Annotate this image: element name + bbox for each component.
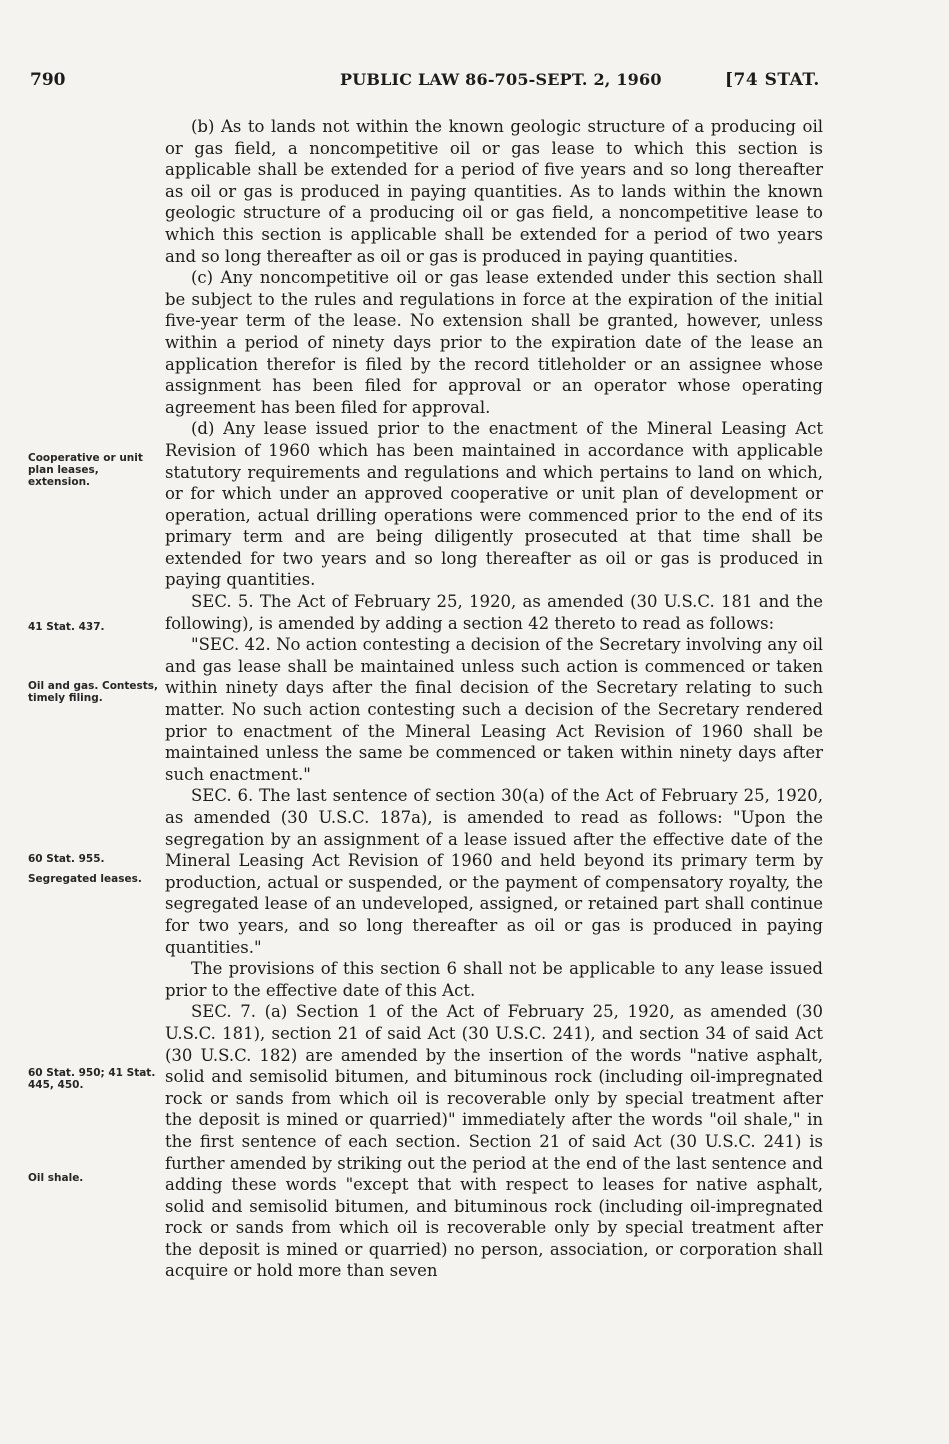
statute-reference: [74 STAT. [725,70,820,90]
paragraph-sec-6: SEC. 6. The last sentence of section 30(a) of the Act of February 25, 1920, as amended (30 U.S.C. 187a), is amended to read as follows: "Upon the segregation by an assignment of a lease issued after the effective date of the Mineral Leasing Act Revision of 1960 and held beyond its primary term by production, actual or suspended, or the payment of compensatory royalty, the segregated lease of an undeveloped, assigned, or retained part shall continue for two years, and so long thereafter as oil or gas is produced in paying quantities." [165,786,823,957]
body-text [165,116,823,1282]
margin-note-41-stat-437: 41 Stat. 437. [28,621,105,633]
paragraph-c: (c) Any noncompetitive oil or gas lease extended under this section shall be subject to the rules and regulations in force at the expiration of the initial five-year term of the lease. No extension shall be granted, however, unless within a period of ninety days prior to the expiration date of the lease an application therefor is filed by the record titleholder or an assignee whose assignment has been filed for approval or an operator whose operating agreement has been filed for approval. [165,268,823,417]
paragraph-d: (d) Any lease issued prior to the enactment of the Mineral Leasing Act Revision of 1960 which has been maintained in accordance with applicable statutory requirements and regulations and which pertains to land on which, or for which under an approved cooperative or unit plan of development or operation, actual drilling operations were commenced prior to the end of its primary term and are being diligently prosecuted at that time shall be extended for two years and so long thereafter as oil or gas is produced in paying quantities. [165,419,823,590]
page-number: 790 [30,70,66,90]
paragraph-b: (b) As to lands not within the known geologic structure of a producing oil or gas field, a noncompetitive oil or gas lease to which this section is applicable shall be extended for a period of five years and so long thereafter as oil or gas is produced in paying quantities. As to lands within the known geologic structure of a producing oil or gas field, a noncompetitive lease to which this section is applicable shall be extended for a period of two years and so long thereafter as oil or gas is produced in paying quantities. [165,117,823,266]
paragraph-sec-6-provisions: The provisions of this section 6 shall not be applicable to any lease issued prior to the effective date of this Act. [165,959,823,1000]
margin-note-oil-shale: Oil shale. [28,1172,84,1184]
margin-note-segregated-leases: Segregated leases. [28,873,142,885]
margin-note-cooperative-leases: Cooperative or unit plan leases, extension. [28,452,143,488]
running-title: PUBLIC LAW 86-705-SEPT. 2, 1960 [340,70,662,89]
paragraph-sec-42: "SEC. 42. No action contesting a decision of the Secretary involving any oil and gas lease shall be maintained unless such action is commenced or taken within ninety days after the final decision of the Secretary relating to such matter. No such action contesting such a decision of the Secretary rendered prior to enactment of the Mineral Leasing Act Revision of 1960 shall be maintained unless the same be commenced or taken within ninety days after such enactment." [165,635,823,784]
margin-note-contests-timely-filing: Oil and gas. Contests, timely filing. [28,680,159,704]
paragraph-sec-5: SEC. 5. The Act of February 25, 1920, as amended (30 U.S.C. 181 and the following), is amended by adding a section 42 thereto to read as follows: [165,592,823,633]
margin-note-60-stat-950: 60 Stat. 950; 41 Stat. 445, 450. [28,1067,156,1091]
margin-note-60-stat-955: 60 Stat. 955. [28,853,105,865]
page-header [0,70,949,100]
paragraph-sec-7: SEC. 7. (a) Section 1 of the Act of February 25, 1920, as amended (30 U.S.C. 181), section 21 of said Act (30 U.S.C. 241), and section 34 of said Act (30 U.S.C. 182) are amended by the insertion of the words "native asphalt, solid and semisolid bitumen, and bituminous rock (including oil-impregnated rock or sands from which oil is recoverable only by special treatment after the deposit is mined or quarried)" immediately after the words "oil shale," in the first sentence of each section. Section 21 of said Act (30 U.S.C. 241) is further amended by striking out the period at the end of the last sentence and adding these words "except that with respect to leases for native asphalt, solid and semisolid bitumen, and bituminous rock (including oil-impregnated rock or sands from which oil is recoverable only by special treatment after the deposit is mined or quarried) no person, association, or corporation shall acquire or hold more than seven [165,1002,823,1281]
